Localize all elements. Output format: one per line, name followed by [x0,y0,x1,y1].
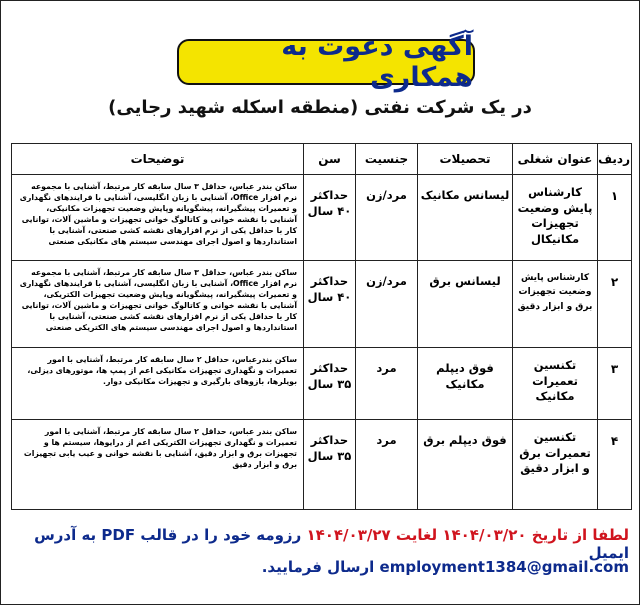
row-number: ۴ [598,420,632,510]
age-limit: حداکثر ۳۵ سال [304,348,356,420]
job-title: کارشناس پایش وضعیت تجهیزات برق و ابزار دقیق [513,261,598,348]
age-limit: حداکثر ۳۵ سال [304,420,356,510]
header-age: سن [304,144,356,175]
description: ساکن بندر عباس، حداقل ۲ سال سابقه کار مرتبط، آشنایی با امور تعمیرات و نگهداری تجهیزات الکتریکی اعم از درایوها، سیستم ها و تجهیزات برق و ابزار دقیق، آشنایی با نقشه خوانی و عیب یابی تجهیزات برق و ابزار دقیق [12,420,304,510]
education: لیسانس برق [418,261,513,348]
gender: مرد [356,420,418,510]
title-banner [177,31,475,93]
table-header-row [12,144,632,175]
age-limit: حداکثر ۴۰ سال [304,175,356,261]
education: فوق دیپلم برق [418,420,513,510]
job-title: کارشناس پایش وضعیت تجهیزات مکانیکال [513,175,598,261]
header-gender: جنسیت [356,144,418,175]
gender: مرد/زن [356,175,418,261]
application-email-line [9,558,629,576]
contact-email[interactable]: employment1384@gmail.com [379,558,629,576]
header-education: تحصیلات [418,144,513,175]
row-number: ۳ [598,348,632,420]
table-row [12,175,632,261]
send-text: ارسال فرمایید. [261,558,380,576]
jobs-table [11,143,632,510]
banner-title: آگهی دعوت به همکاری [281,31,473,93]
education: لیسانس مکانیک [418,175,513,261]
row-number: ۱ [598,175,632,261]
description: ساکن بندر عباس، حداقل ۳ سال سابقه کار مرتبط، آشنایی با مجموعه نرم افزار Office، آشنایی با زبان انگلیسی، آشنایی با فرایندهای نگهداری و تعمیرات پیشگیرانه، پیشگویانه وپایش وضعیت تجهیزات مکانیکی، آشنایی با نقشه خوانی و کاتالوگ خوانی تجهیزات و ماشین آلات، توانایی کار با حداقل یکی از نرم افزارهای نقشه کشی صنعتی، آشنایی با استانداردها و اصول اجرای مهندسی سیستم های مکانیکی صنعتی [12,175,304,261]
table-row [12,261,632,348]
header-job-title: عنوان شغلی [513,144,598,175]
description: ساکن بندر عباس، حداقل ۳ سال سابقه کار مرتبط، آشنایی با مجموعه نرم افزار Office، آشنایی با زبان انگلیسی، آشنایی با فرایندهای نگهداری و تعمیرات پیشگیرانه، پیشگویانه وپایش وضعیت تجهیزات الکتریکی، آشنایی با نقشه خوانی و کاتالوگ خوانی تجهیزات و ماشین آلات، توانایی کار با حداقل یکی از نرم افزارهای نقشه کشی صنعتی، آشنایی با استانداردها و اصول اجرای مهندسی سیستم های الکتریکی صنعتی [12,261,304,348]
job-title: تکنسین تعمیرات مکانیک [513,348,598,420]
age-limit: حداکثر ۴۰ سال [304,261,356,348]
header-description: توضیحات [12,144,304,175]
job-title: تکنسین تعمیرات برق و ابزار دقیق [513,420,598,510]
education: فوق دیپلم مکانیک [418,348,513,420]
application-format-text: رزومه خود را در قالب PDF به آدرس ایمیل [34,526,629,562]
subtitle: در یک شرکت نفتی (منطقه اسکله شهید رجایی) [108,97,532,118]
application-instructions [9,526,629,562]
application-dates: لطفا از تاریخ ۱۴۰۴/۰۳/۲۰ لغایت ۱۴۰۴/۰۳/۲۷ [306,526,629,544]
description: ساکن بندرعباس، حداقل ۲ سال سابقه کار مرتبط، آشنایی با امور تعمیرات و نگهداری تجهیزات مکانیکی اعم از پمپ ها، موتورهای دیزلی، بویلرها، بازوهای بارگیری و تجهیزات مکانیکی دوار. [12,348,304,420]
gender: مرد [356,348,418,420]
gender: مرد/زن [356,261,418,348]
row-number: ۲ [598,261,632,348]
table-row [12,420,632,510]
table-row [12,348,632,420]
header-row-number: ردیف [598,144,632,175]
